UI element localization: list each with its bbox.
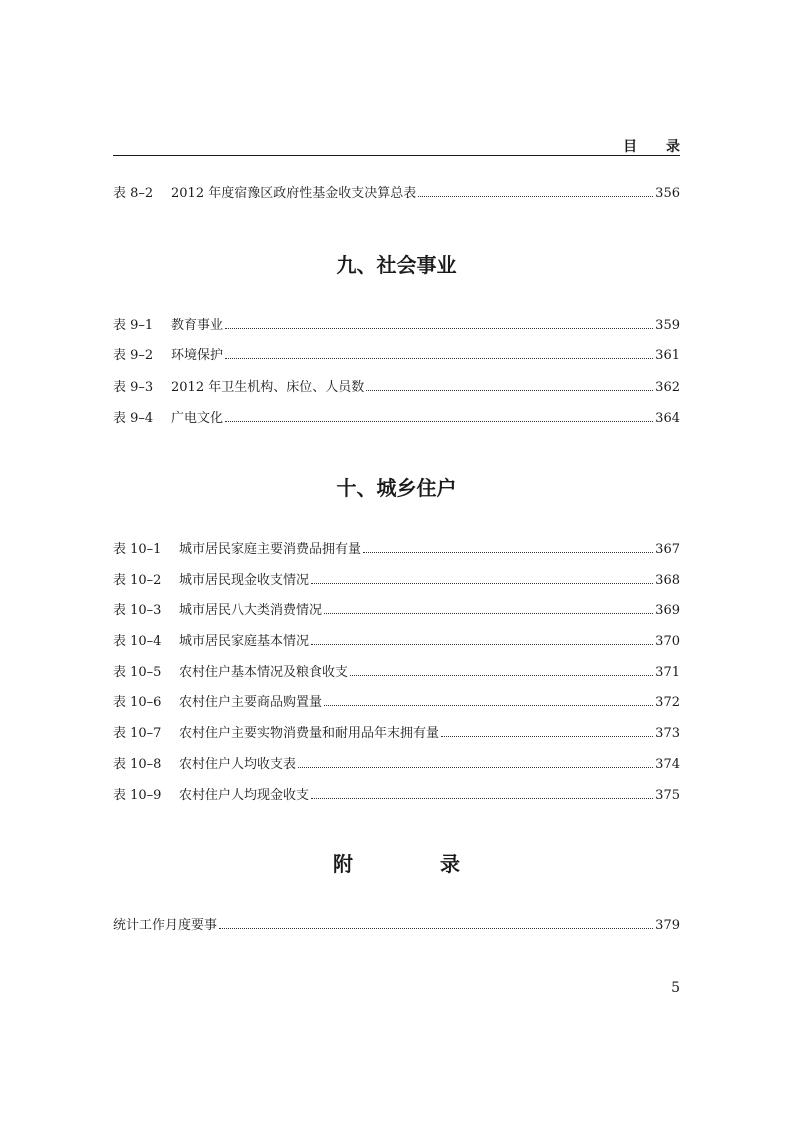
- dot-leader: [225, 420, 653, 422]
- page-ref: 375: [655, 788, 680, 803]
- toc-entry[interactable]: [113, 663, 680, 683]
- page-ref: 369: [655, 603, 680, 618]
- page-ref: 361: [655, 348, 680, 363]
- section-heading: 九、社会事业: [336, 253, 457, 277]
- entry-title: 农村住户主要商品购置量: [179, 695, 323, 710]
- dot-leader: [311, 797, 653, 799]
- table-code: 表 10–8: [113, 757, 162, 772]
- toc-entry[interactable]: [113, 601, 680, 621]
- entry-title: 城市居民八大类消费情况: [179, 603, 323, 618]
- table-code: 表 9–2: [113, 348, 154, 363]
- page-ref: 370: [655, 634, 680, 649]
- table-code: 表 10–7: [113, 726, 162, 741]
- page-ref: 372: [655, 695, 680, 710]
- toc-entry[interactable]: [113, 786, 680, 806]
- dot-leader: [350, 674, 653, 676]
- page-ref: 367: [655, 542, 680, 557]
- table-code: 表 10–2: [113, 573, 162, 588]
- page-ref: 359: [655, 318, 680, 333]
- dot-leader: [363, 551, 653, 553]
- entry-title: 2012 年度宿豫区政府性基金收支决算总表: [171, 186, 417, 201]
- table-code: 表 10–4: [113, 634, 162, 649]
- header-rule: [113, 155, 680, 156]
- running-header-title: 目 录: [623, 139, 692, 155]
- toc-entry[interactable]: [113, 316, 680, 336]
- page-ref: 368: [655, 573, 680, 588]
- table-code: 表 8–2: [113, 186, 154, 201]
- entry-title: 农村住户主要实物消费量和耐用品年末拥有量: [179, 726, 440, 741]
- section-heading: 附 录: [333, 852, 500, 876]
- dot-leader: [366, 389, 653, 391]
- entry-title: 农村住户人均收支表: [179, 757, 297, 772]
- dot-leader: [311, 643, 653, 645]
- table-code: 表 10–6: [113, 695, 162, 710]
- entry-title: 广电文化: [171, 411, 224, 426]
- entry-title: 城市居民家庭主要消费品拥有量: [179, 542, 362, 557]
- toc-entry[interactable]: [113, 409, 680, 429]
- table-code: 表 9–4: [113, 411, 154, 426]
- toc-entry[interactable]: [113, 540, 680, 560]
- entry-title: 城市居民现金收支情况: [179, 573, 310, 588]
- page-ref: 373: [655, 726, 680, 741]
- dot-leader: [298, 766, 653, 768]
- table-code: 表 10–9: [113, 788, 162, 803]
- page-number: 5: [671, 980, 680, 996]
- toc-entry[interactable]: [113, 916, 680, 936]
- table-code: 表 10–1: [113, 542, 162, 557]
- dot-leader: [324, 612, 653, 614]
- table-code: 表 9–3: [113, 380, 154, 395]
- entry-title: 统计工作月度要事: [113, 918, 218, 933]
- section-heading: 十、城乡住户: [336, 476, 457, 500]
- toc-entry[interactable]: [113, 724, 680, 744]
- dot-leader: [219, 927, 653, 929]
- table-code: 表 9–1: [113, 318, 154, 333]
- toc-entry[interactable]: [113, 632, 680, 652]
- dot-leader: [225, 357, 653, 359]
- table-code: 表 10–5: [113, 665, 162, 680]
- toc-entry[interactable]: [113, 693, 680, 713]
- toc-entry[interactable]: [113, 184, 680, 204]
- dot-leader: [418, 195, 653, 197]
- toc-entry[interactable]: [113, 571, 680, 591]
- toc-entry[interactable]: [113, 378, 680, 398]
- dot-leader: [324, 704, 653, 706]
- toc-entry[interactable]: [113, 346, 680, 366]
- dot-leader: [225, 327, 653, 329]
- page-ref: 374: [655, 757, 680, 772]
- entry-title: 农村住户人均现金收支: [179, 788, 310, 803]
- page-ref: 379: [655, 918, 680, 933]
- entry-title: 环境保护: [171, 348, 224, 363]
- dot-leader: [441, 735, 653, 737]
- entry-title: 农村住户基本情况及粮食收支: [179, 665, 349, 680]
- page-ref: 356: [655, 186, 680, 201]
- entry-title: 城市居民家庭基本情况: [179, 634, 310, 649]
- page-ref: 362: [655, 380, 680, 395]
- entry-title: 教育事业: [171, 318, 224, 333]
- entry-title: 2012 年卫生机构、床位、人员数: [171, 380, 365, 395]
- toc-entry[interactable]: [113, 755, 680, 775]
- page-ref: 364: [655, 411, 680, 426]
- table-code: 表 10–3: [113, 603, 162, 618]
- page-ref: 371: [655, 665, 680, 680]
- dot-leader: [311, 582, 653, 584]
